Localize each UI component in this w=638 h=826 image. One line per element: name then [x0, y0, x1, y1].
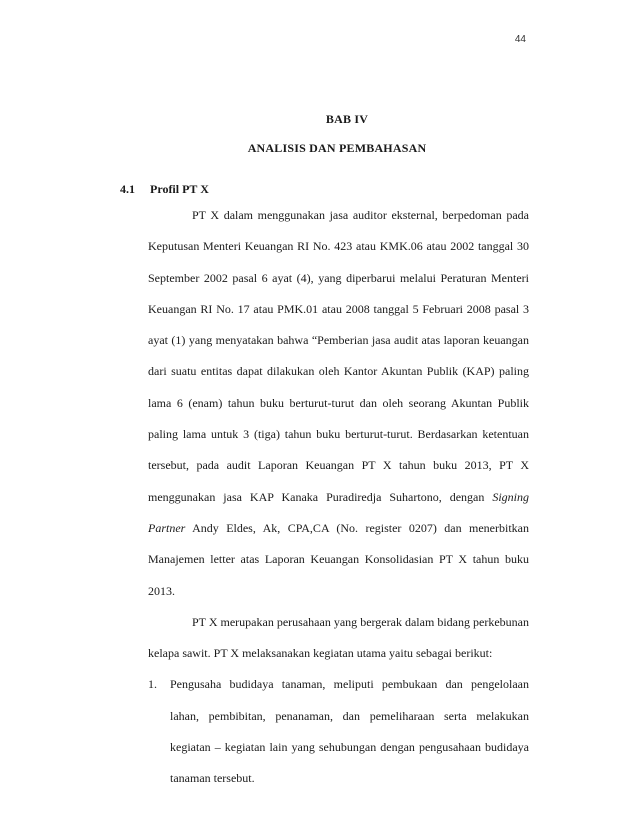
- section-number: 4.1: [120, 182, 135, 196]
- list-item-marker: 1.: [148, 677, 157, 692]
- paragraph-business: PT X merupakan perusahaan yang bergerak dalam bidang perkebunan kelapa sawit. PT X melaksanakan kegiatan utama yaitu sebagai berikut:: [148, 614, 529, 661]
- chapter-number: BAB IV: [325, 112, 369, 126]
- body-text: [148, 200, 529, 795]
- list-item-text: Pengusaha budidaya tanaman, meliputi pembukaan dan pengelolaan lahan, pembibitan, penanaman, dan pemeliharaan serta melakukan kegiatan – kegiatan lain yang sehubungan dengan pengusahaan budidaya tanaman tersebut.: [170, 677, 529, 786]
- chapter-title: ANALISIS DAN PEMBAHASAN: [247, 141, 427, 155]
- paragraph-profile-part-2: Andy Eldes, Ak, CPA,CA (No. register 0207) dan menerbitkan Manajemen letter atas Laporan Keuangan Konsolidasian PT X tahun buku 2013.: [148, 520, 529, 598]
- list-item: [148, 669, 529, 794]
- signing-partner-term: Signing Partner: [148, 489, 529, 535]
- section-heading: [120, 182, 209, 197]
- page-number: 44: [514, 34, 526, 45]
- section-title: Profil PT X: [150, 182, 209, 196]
- paragraph-profile: [148, 200, 529, 607]
- paragraph-profile-part-1: PT X dalam menggunakan jasa auditor eksternal, berpedoman pada Keputusan Menteri Keuangan RI No. 423 atau KMK.06 atau 2002 tanggal 30 September 2002 pasal 6 ayat (4), yang diperbarui melalui Peraturan Menteri Keuangan RI No. 17 atau PMK.01 atau 2008 tanggal 5 Februari 2008 pasal 3 ayat (1) yang menyatakan bahwa “Pemberian jasa audit atas laporan keuangan dari suatu entitas dapat dilakukan oleh Kantor Akuntan Publik (KAP) paling lama 6 (enam) tahun buku berturut-turut dan oleh seorang Akuntan Publik paling lama untuk 3 (tiga) tahun buku berturut-turut. Berdasarkan ketentuan tersebut, pada audit Laporan Keuangan PT X tahun buku 2013, PT X menggunakan jasa KAP Kanaka Puradiredja Suhartono, dengan: [148, 208, 529, 504]
